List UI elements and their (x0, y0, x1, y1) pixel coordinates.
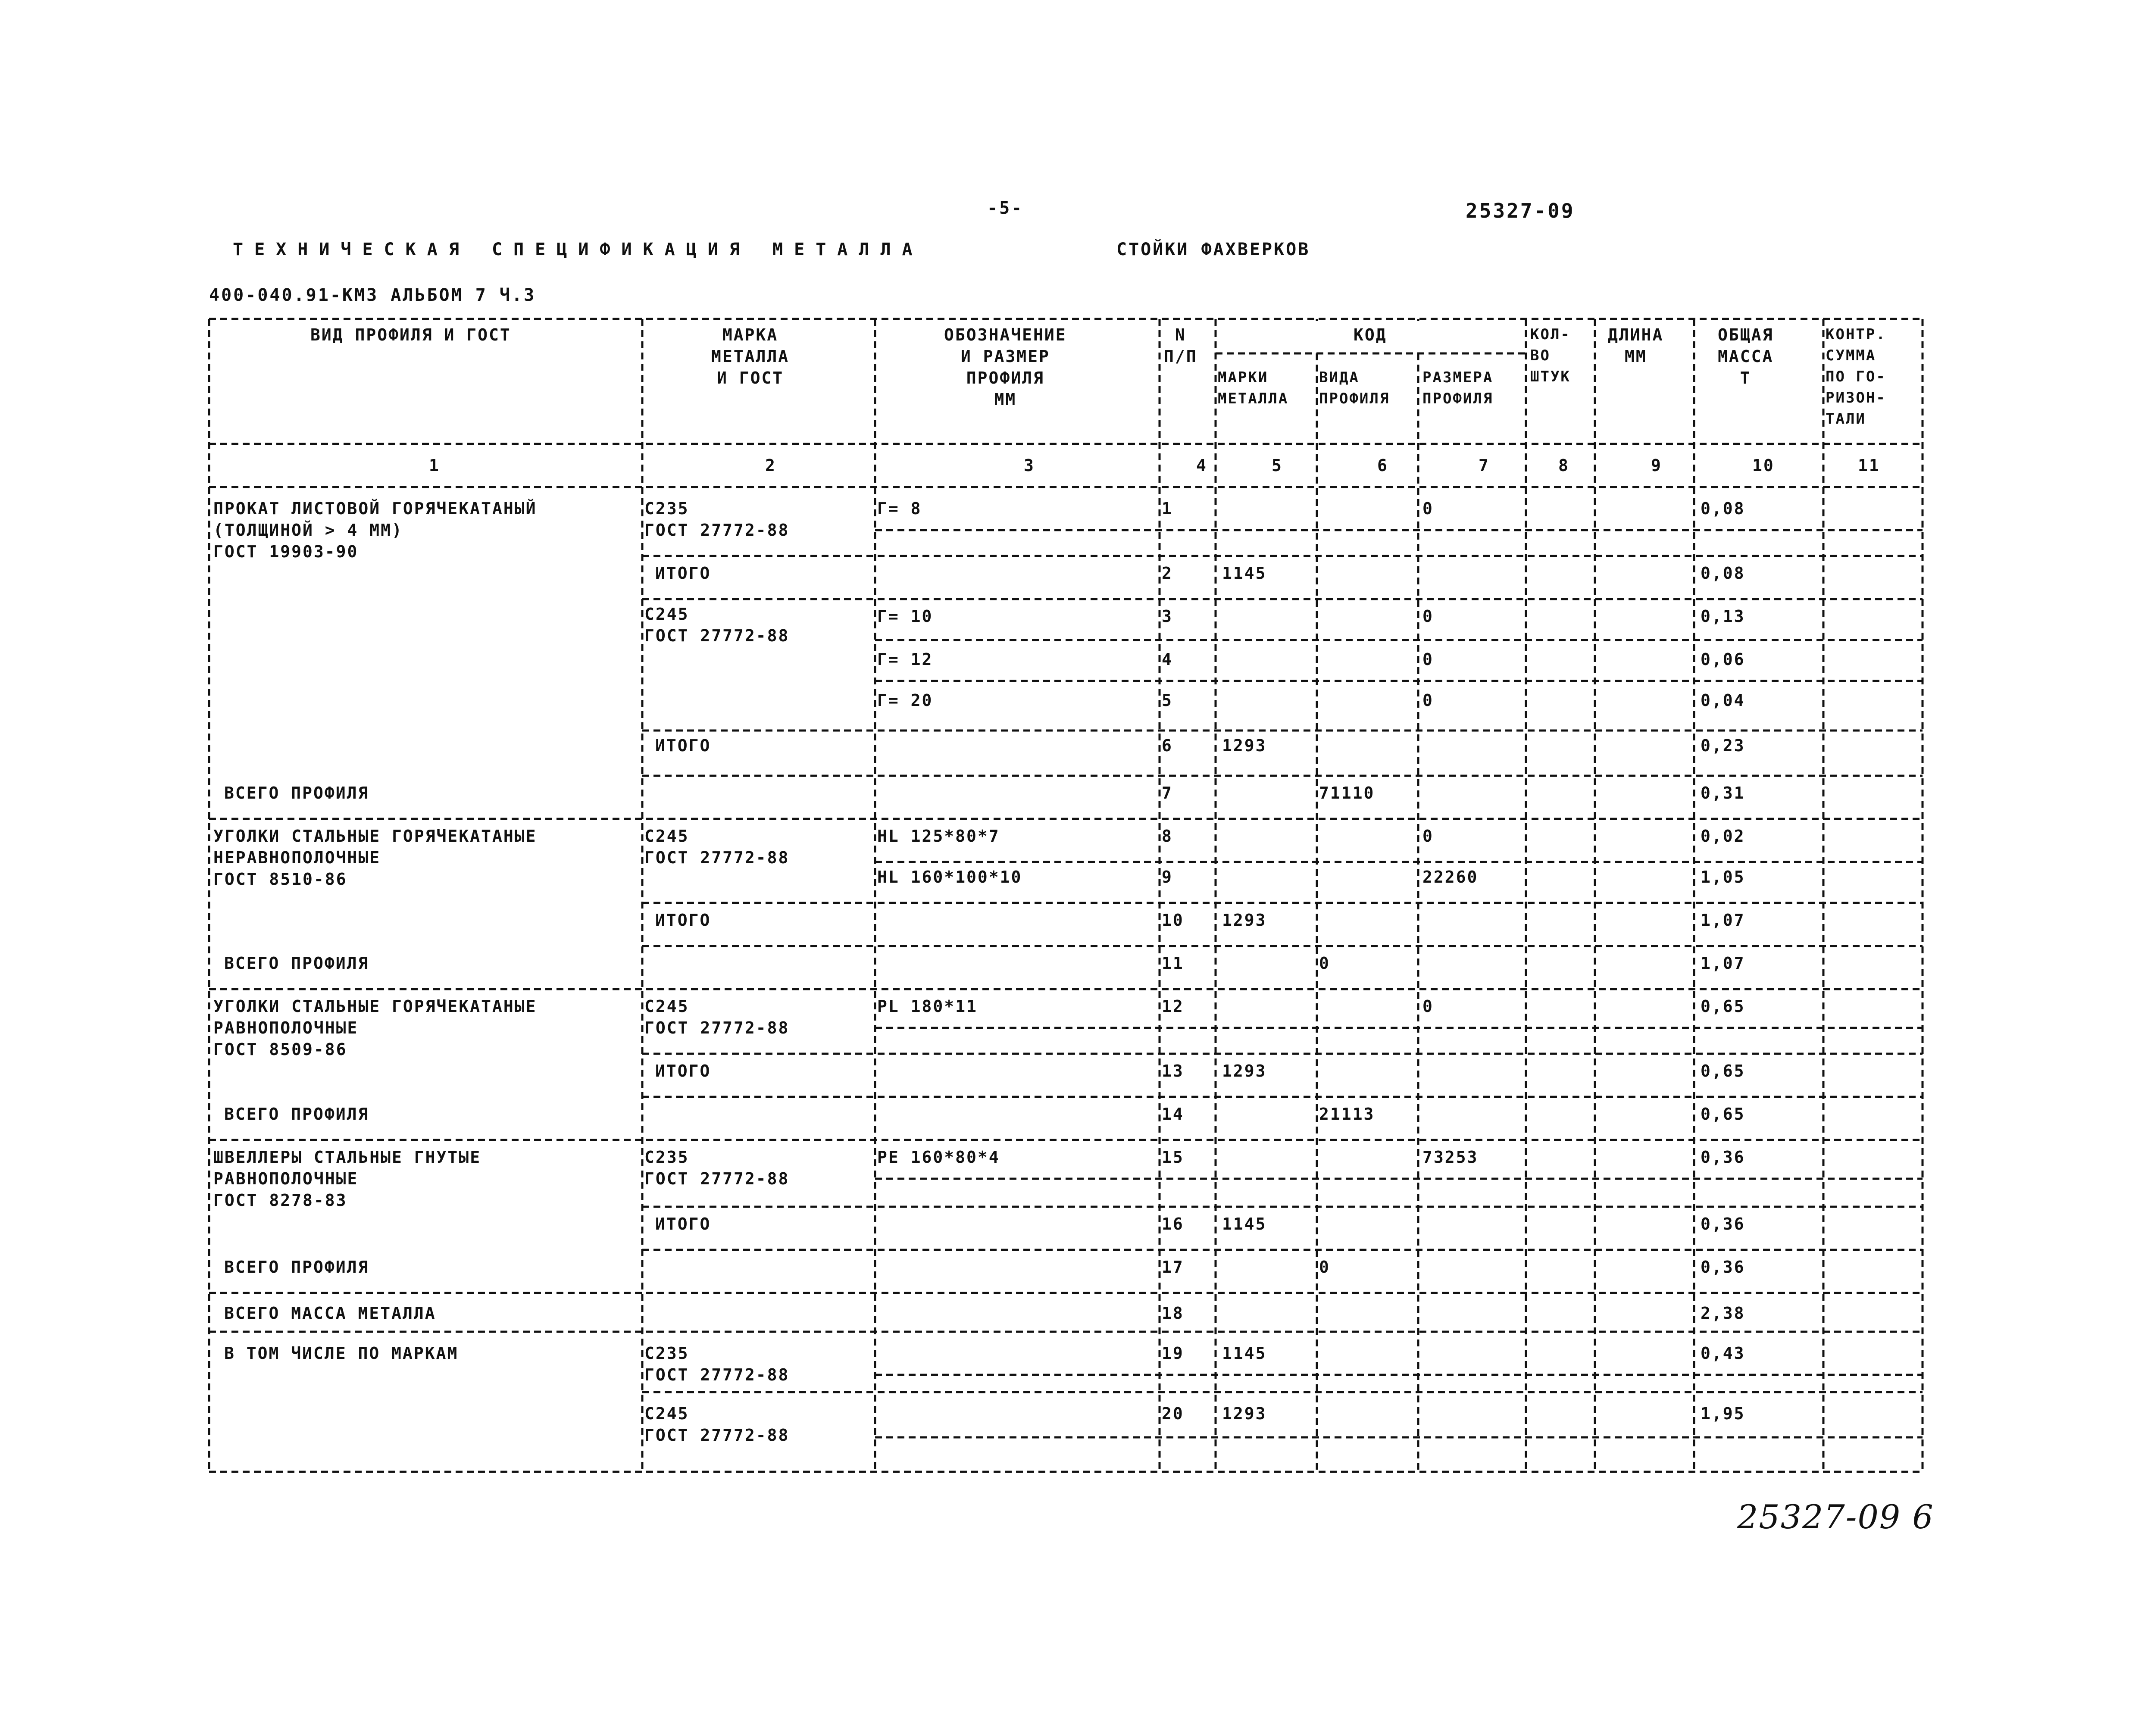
table-row-20-cell-c5: 1293 (1222, 1404, 1267, 1423)
table-row-18-cell-n: 18 (1162, 1304, 1184, 1323)
table-row-4-cell-c3: Г= 12 (877, 650, 933, 669)
table-row-15-cell-n: 15 (1162, 1148, 1184, 1167)
table-row-4-cell-c7: 0 (1422, 650, 1434, 669)
table-row-11-cell-c6: 0 (1319, 954, 1330, 973)
page-number: -5- (987, 198, 1024, 218)
metal-grade-c245: С245 ГОСТ 27772-88 (644, 605, 790, 645)
table-row-17-cell-c6: 0 (1319, 1258, 1330, 1277)
document-code: 25327-09 (1466, 199, 1575, 222)
table-row-3-cell-c7: 0 (1422, 607, 1434, 626)
table-row-11-cell-c10: 1,07 (1701, 954, 1745, 973)
col-number: 11 (1858, 456, 1880, 475)
table-row-9-cell-n: 9 (1162, 868, 1173, 887)
metal-grade-c235: С235 ГОСТ 27772-88 (644, 1148, 790, 1188)
col-number: 5 (1272, 456, 1283, 475)
table-row-2-cell-c5: 1145 (1222, 564, 1267, 583)
metal-grade-c245: С245 ГОСТ 27772-88 (644, 1404, 790, 1445)
header-length: ДЛИНА ММ (1608, 325, 1664, 366)
document-subtitle: СТОЙКИ ФАХВЕРКОВ (1116, 240, 1310, 259)
table-row-4-cell-c10: 0,06 (1701, 650, 1745, 669)
col-number: 1 (429, 456, 440, 475)
table-row-3-cell-c3: Г= 10 (877, 607, 933, 626)
album-reference: 400-040.91-КМ3 АЛЬБОМ 7 Ч.3 (209, 285, 536, 305)
table-row-5-cell-n: 5 (1162, 691, 1173, 710)
table-row-13-cell-n: 13 (1162, 1062, 1184, 1080)
col-number: 8 (1558, 456, 1569, 475)
metal-grade-c245: С245 ГОСТ 27772-88 (644, 997, 790, 1037)
col-number: 6 (1377, 456, 1388, 475)
table-row-17-cell-n: 17 (1162, 1258, 1184, 1277)
header-control-sum: КОНТР. СУММА ПО ГО- РИЗОН- ТАЛИ (1826, 326, 1886, 428)
table-row-15-cell-c10: 0,36 (1701, 1148, 1745, 1167)
header-code: КОД (1354, 325, 1387, 344)
subtotal-label: ИТОГО (655, 1215, 711, 1233)
header-code-profile-size: РАЗМЕРА ПРОФИЛЯ (1422, 369, 1494, 407)
table-row-12-cell-c10: 0,65 (1701, 997, 1745, 1016)
table-row-16-cell-c5: 1145 (1222, 1215, 1267, 1233)
table-row-9-cell-c3: НL 160*100*10 (877, 868, 1022, 887)
table-row-5-cell-c7: 0 (1422, 691, 1434, 710)
total-profile-label: ВСЕГО ПРОФИЛЯ (224, 784, 369, 802)
col-number: 2 (765, 456, 776, 475)
table-row-18-cell-c10: 2,38 (1701, 1304, 1745, 1323)
header-profile-type: ВИД ПРОФИЛЯ И ГОСТ (310, 325, 511, 344)
header-quantity: КОЛ- ВО ШТУК (1530, 326, 1571, 385)
group-bent-channels: ШВЕЛЛЕРЫ СТАЛЬНЫЕ ГНУТЫЕ РАВНОПОЛОЧНЫЕ ГОСТ 8278-83 (213, 1148, 481, 1210)
total-metal-mass-label: ВСЕГО МАССА МЕТАЛЛА (224, 1304, 436, 1323)
table-row-20-cell-n: 20 (1162, 1404, 1184, 1423)
header-item-number: N П/П (1164, 325, 1197, 366)
table-row-16-cell-n: 16 (1162, 1215, 1184, 1233)
group-equal-angles: УГОЛКИ СТАЛЬНЫЕ ГОРЯЧЕКАТАНЫЕ РАВНОПОЛОЧНЫЕ ГОСТ 8509-86 (213, 997, 537, 1059)
table-row-7-cell-n: 7 (1162, 784, 1173, 802)
col-number: 9 (1651, 456, 1662, 475)
table-row-7-cell-c10: 0,31 (1701, 784, 1745, 802)
col-number: 4 (1196, 456, 1207, 475)
table-row-10-cell-c5: 1293 (1222, 911, 1267, 930)
header-code-metal-grade: МАРКИ МЕТАЛЛА (1218, 369, 1289, 407)
table-row-19-cell-c5: 1145 (1222, 1344, 1267, 1363)
table-row-4-cell-n: 4 (1162, 650, 1173, 669)
total-profile-label: ВСЕГО ПРОФИЛЯ (224, 1258, 369, 1277)
table-row-12-cell-c3: PL 180*11 (877, 997, 978, 1016)
table-row-10-cell-c10: 1,07 (1701, 911, 1745, 930)
table-row-12-cell-c7: 0 (1422, 997, 1434, 1016)
table-row-13-cell-c10: 0,65 (1701, 1062, 1745, 1080)
subtotal-label: ИТОГО (655, 564, 711, 583)
total-profile-label: ВСЕГО ПРОФИЛЯ (224, 954, 369, 973)
table-row-15-cell-c7: 73253 (1422, 1148, 1479, 1167)
table-row-10-cell-n: 10 (1162, 911, 1184, 930)
table-row-9-cell-c7: 22260 (1422, 868, 1479, 887)
table-row-9-cell-c10: 1,05 (1701, 868, 1745, 887)
subtotal-label: ИТОГО (655, 1062, 711, 1080)
header-total-mass: ОБЩАЯ МАССА Т (1718, 325, 1774, 387)
table-row-20-cell-c10: 1,95 (1701, 1404, 1745, 1423)
table-row-1-cell-c10: 0,08 (1701, 499, 1745, 518)
table-row-12-cell-n: 12 (1162, 997, 1184, 1016)
table-row-14-cell-c10: 0,65 (1701, 1105, 1745, 1124)
table-row-16-cell-c10: 0,36 (1701, 1215, 1745, 1233)
table-row-6-cell-n: 6 (1162, 736, 1173, 755)
table-row-3-cell-c10: 0,13 (1701, 607, 1745, 626)
group-unequal-angles: УГОЛКИ СТАЛЬНЫЕ ГОРЯЧЕКАТАНЫЕ НЕРАВНОПОЛОЧНЫЕ ГОСТ 8510-86 (213, 827, 537, 889)
metal-grade-c245: С245 ГОСТ 27772-88 (644, 827, 790, 867)
col-number: 10 (1752, 456, 1775, 475)
table-row-1-cell-n: 1 (1162, 499, 1173, 518)
total-profile-label: ВСЕГО ПРОФИЛЯ (224, 1105, 369, 1124)
table-row-14-cell-c6: 21113 (1319, 1105, 1375, 1124)
table-row-8-cell-c10: 0,02 (1701, 827, 1745, 846)
metal-grade-c235: С235 ГОСТ 27772-88 (644, 499, 790, 540)
header-code-profile-type: ВИДА ПРОФИЛЯ (1319, 369, 1390, 407)
subtotal-label: ИТОГО (655, 911, 711, 930)
col-number: 7 (1479, 456, 1490, 475)
table-row-6-cell-c5: 1293 (1222, 736, 1267, 755)
table-row-15-cell-c3: PE 160*80*4 (877, 1148, 1000, 1167)
header-metal-grade: МАРКА МЕТАЛЛА И ГОСТ (711, 325, 790, 387)
table-row-8-cell-c3: НL 125*80*7 (877, 827, 1000, 846)
table-row-5-cell-c10: 0,04 (1701, 691, 1745, 710)
table-row-8-cell-n: 8 (1162, 827, 1173, 846)
handwritten-note: 25327-09 6 (1737, 1498, 1934, 1536)
table-row-1-cell-c3: Г= 8 (877, 499, 922, 518)
table-row-19-cell-c10: 0,43 (1701, 1344, 1745, 1363)
metal-grade-c235: С235 ГОСТ 27772-88 (644, 1344, 790, 1384)
document-title: ТЕХНИЧЕСКАЯ СПЕЦИФИКАЦИЯ МЕТАЛЛА (233, 240, 924, 259)
table-row-2-cell-c10: 0,08 (1701, 564, 1745, 583)
table-row-2-cell-n: 2 (1162, 564, 1173, 583)
table-row-8-cell-c7: 0 (1422, 827, 1434, 846)
table-row-3-cell-n: 3 (1162, 607, 1173, 626)
subtotal-label: ИТОГО (655, 736, 711, 755)
table-row-13-cell-c5: 1293 (1222, 1062, 1267, 1080)
header-profile-designation: ОБОЗНАЧЕНИЕ И РАЗМЕР ПРОФИЛЯ ММ (944, 325, 1067, 409)
table-row-5-cell-c3: Г= 20 (877, 691, 933, 710)
table-row-7-cell-c6: 71110 (1319, 784, 1375, 802)
table-row-6-cell-c10: 0,23 (1701, 736, 1745, 755)
table-row-17-cell-c10: 0,36 (1701, 1258, 1745, 1277)
table-row-14-cell-n: 14 (1162, 1105, 1184, 1124)
group-sheet-steel: ПРОКАТ ЛИСТОВОЙ ГОРЯЧЕКАТАНЫЙ (ТОЛЩИНОЙ > 4 ММ) ГОСТ 19903-90 (213, 499, 537, 561)
table-row-19-cell-n: 19 (1162, 1344, 1184, 1363)
col-number: 3 (1024, 456, 1035, 475)
by-grade-label: В ТОМ ЧИСЛЕ ПО МАРКАМ (224, 1344, 459, 1363)
table-row-1-cell-c7: 0 (1422, 499, 1434, 518)
table-row-11-cell-n: 11 (1162, 954, 1184, 973)
